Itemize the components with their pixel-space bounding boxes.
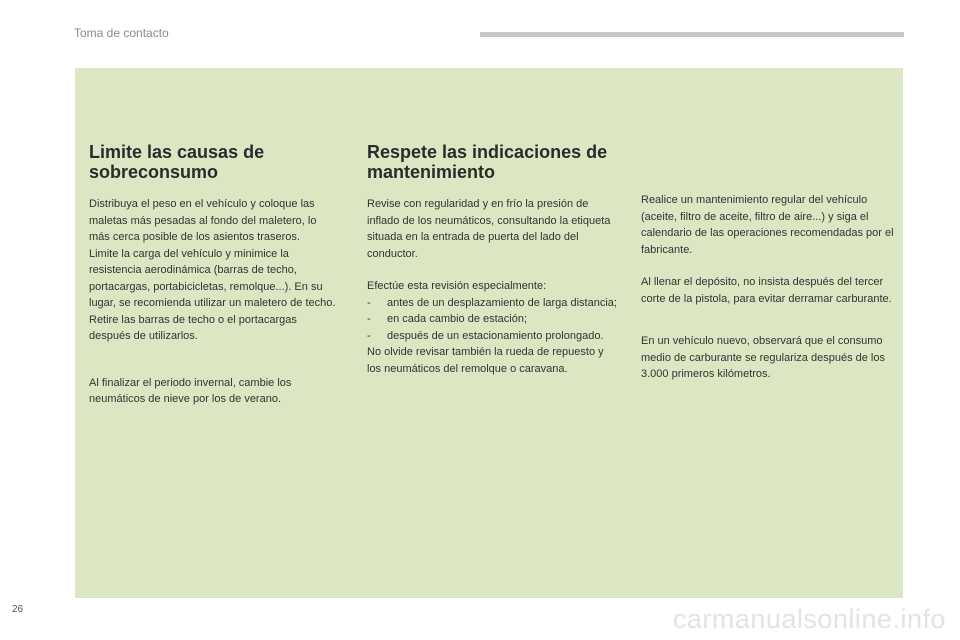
list-item: - antes de un desplazamiento de larga distancia; bbox=[367, 295, 617, 312]
header-rule bbox=[480, 32, 904, 37]
heading-maintenance: Respete las indicaciones de mantenimiento bbox=[367, 142, 608, 182]
paragraph-roof-bars: Retire las barras de techo o el portacargas después de utilizarlos. bbox=[89, 313, 297, 342]
check-list bbox=[367, 295, 617, 345]
paragraph-refuelling: Al llenar el depósito, no insista después del tercer corte de la pistola, para evitar derramar carburante. bbox=[641, 276, 892, 305]
column-overconsumption bbox=[89, 142, 337, 408]
paragraph-regular-maintenance: Realice un mantenimiento regular del vehículo (aceite, filtro de aceite, filtro de aire...) y siga el calendario de las operaciones recomendadas por el fabricante. bbox=[641, 194, 894, 256]
column-maintenance bbox=[367, 142, 617, 377]
paragraph-spare-wheel: No olvide revisar también la rueda de repuesto y los neumáticos del remolque o caravana. bbox=[367, 346, 604, 375]
content-panel bbox=[75, 68, 903, 598]
paragraph-check-when: Efectúe esta revisión especialmente: bbox=[367, 280, 547, 292]
list-item: - después de un estacionamiento prolongado. bbox=[367, 328, 617, 345]
section-title: Toma de contacto bbox=[74, 26, 169, 40]
column-maintenance-continued bbox=[641, 192, 897, 383]
paragraph-winter-tyres: Al finalizar el periodo invernal, cambie los neumáticos de nieve por los de verano. bbox=[89, 376, 292, 405]
heading-overconsumption: Limite las causas de sobreconsumo bbox=[89, 142, 265, 182]
page-number: 26 bbox=[12, 604, 24, 615]
paragraph-tyre-pressure: Revise con regularidad y en frío la presión de inflado de los neumáticos, consultando la etiqueta situada en la entrada de puerta del lado del conductor. bbox=[367, 198, 611, 260]
paragraph-load: Limite la carga del vehículo y minimice la resistencia aerodinámica (barras de techo, portacargas, portabicicletas, remolque...). En su lugar, se recomienda utilizar un maletero de techo. bbox=[89, 247, 336, 309]
paragraph-new-vehicle: En un vehículo nuevo, observará que el consumo medio de carburante se regulariza después de los 3.000 primeros kilómetros. bbox=[641, 335, 885, 380]
watermark: carmanualsonline.info bbox=[672, 604, 946, 634]
list-item: - en cada cambio de estación; bbox=[367, 311, 617, 328]
paragraph-weight: Distribuya el peso en el vehículo y coloque las maletas más pesadas al fondo del maletero, lo más cerca posible de los asientos traseros. bbox=[89, 198, 317, 243]
